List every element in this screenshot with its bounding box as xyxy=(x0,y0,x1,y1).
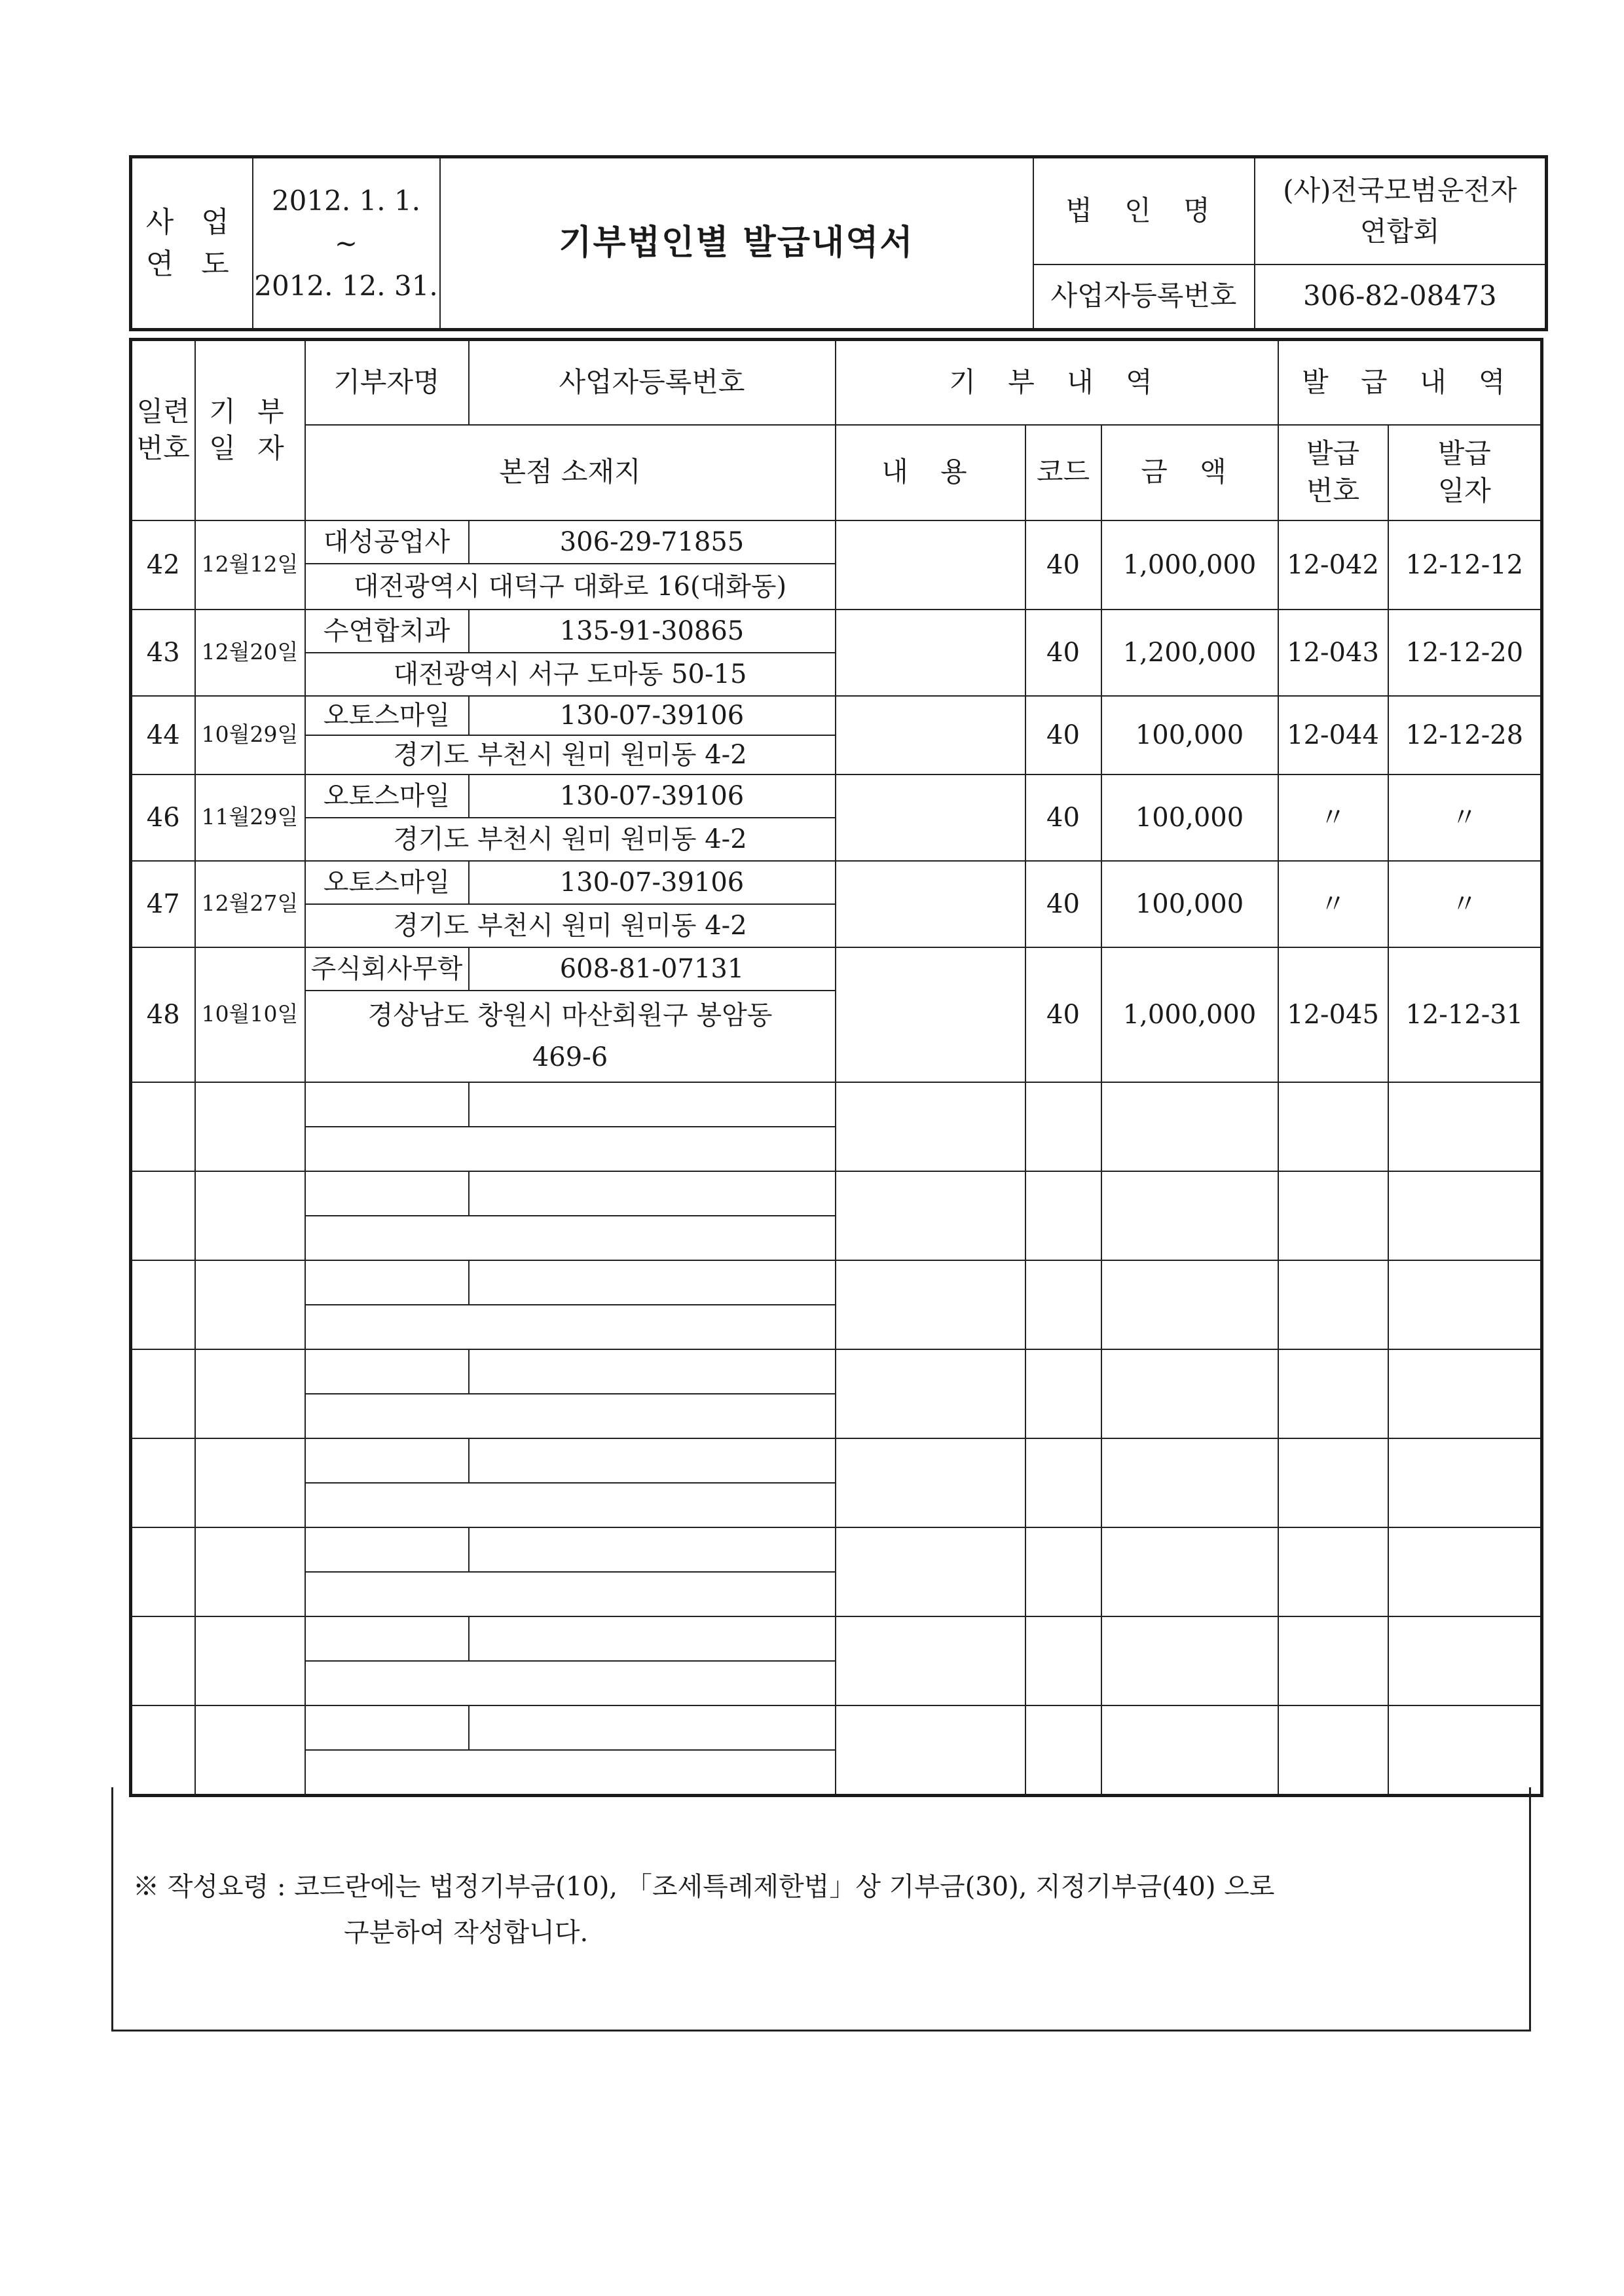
empty-reg-no-cell xyxy=(469,1260,836,1305)
donor-reg-no-cell: 608-81-07131 xyxy=(469,947,836,991)
empty-serial-cell xyxy=(131,1527,195,1616)
reg-no-label: 사업자등록번호 xyxy=(1033,264,1255,330)
empty-issue-date-cell xyxy=(1388,1705,1542,1796)
amount-cell: 1,000,000 xyxy=(1101,520,1278,610)
corp-name-line-2: 연합회 xyxy=(1359,215,1440,248)
document-title: 기부법인별 발급내역서 xyxy=(440,157,1033,330)
table-row xyxy=(131,947,1542,991)
donor-name-cell: 오토스마일 xyxy=(305,861,469,904)
code-cell: 40 xyxy=(1025,520,1101,610)
amount-cell: 100,000 xyxy=(1101,861,1278,947)
table-row xyxy=(131,774,1542,818)
empty-amount-cell xyxy=(1101,1082,1278,1171)
table-row xyxy=(131,696,1542,735)
empty-code-cell xyxy=(1025,1438,1101,1527)
empty-code-cell xyxy=(1025,1082,1101,1171)
instructions-line-1: ※ 작성요령 : 코드란에는 법정기부금(10), 「조세특례제한법」상 기부금(30), 지정기부금(40) 으로 xyxy=(133,1872,1275,1902)
date-cell: 12월20일 xyxy=(195,610,305,696)
empty-serial-cell xyxy=(131,1260,195,1349)
serial-cell: 48 xyxy=(131,947,195,1082)
period-tilde: ~ xyxy=(334,227,358,259)
content-cell xyxy=(836,696,1025,774)
header-row-2 xyxy=(131,425,1542,520)
empty-name-cell xyxy=(305,1705,469,1750)
donor-name-cell: 주식회사무학 xyxy=(305,947,469,991)
empty-amount-cell xyxy=(1101,1527,1278,1616)
empty-reg-no-cell xyxy=(469,1705,836,1750)
donation-date-header: 기 부 일 자 xyxy=(195,340,305,520)
corp-name-line-1: (사)전국모범운전자 xyxy=(1283,174,1517,207)
donor-name-cell: 대성공업사 xyxy=(305,520,469,564)
head-office-header: 본점 소재지 xyxy=(305,425,836,520)
amount-cell: 100,000 xyxy=(1101,774,1278,861)
business-period xyxy=(253,157,440,330)
empty-code-cell xyxy=(1025,1260,1101,1349)
empty-amount-cell xyxy=(1101,1171,1278,1260)
issue-no-cell: 〃 xyxy=(1278,774,1388,861)
empty-issue-no-cell xyxy=(1278,1616,1388,1705)
date-cell: 10월10일 xyxy=(195,947,305,1082)
empty-content-cell xyxy=(836,1438,1025,1527)
table-row xyxy=(131,520,1542,564)
empty-issue-no-cell xyxy=(1278,1260,1388,1349)
amount-cell: 100,000 xyxy=(1101,696,1278,774)
content-cell xyxy=(836,947,1025,1082)
serial-cell: 44 xyxy=(131,696,195,774)
amount-cell: 1,200,000 xyxy=(1101,610,1278,696)
empty-row xyxy=(131,1171,1542,1216)
empty-date-cell xyxy=(195,1438,305,1527)
empty-name-cell xyxy=(305,1616,469,1661)
issue-date-cell: 〃 xyxy=(1388,861,1542,947)
empty-address-cell xyxy=(305,1216,836,1260)
empty-address-cell xyxy=(305,1572,836,1616)
empty-date-cell xyxy=(195,1171,305,1260)
empty-reg-no-cell xyxy=(469,1438,836,1483)
empty-amount-cell xyxy=(1101,1616,1278,1705)
donor-reg-no-cell: 130-07-39106 xyxy=(469,696,836,735)
empty-issue-date-cell xyxy=(1388,1349,1542,1438)
issue-date-cell: 12-12-20 xyxy=(1388,610,1542,696)
empty-content-cell xyxy=(836,1616,1025,1705)
date-cell: 12월27일 xyxy=(195,861,305,947)
donor-reg-no-cell: 135-91-30865 xyxy=(469,610,836,653)
address-line-2: 469-6 xyxy=(532,1042,608,1072)
empty-issue-no-cell xyxy=(1278,1527,1388,1616)
address-cell: 대전광역시 대덕구 대화로 16(대화동) xyxy=(305,564,836,610)
empty-content-cell xyxy=(836,1527,1025,1616)
code-cell: 40 xyxy=(1025,947,1101,1082)
empty-content-cell xyxy=(836,1705,1025,1796)
empty-code-cell xyxy=(1025,1171,1101,1260)
table-row xyxy=(131,861,1542,904)
issue-no-cell: 12-045 xyxy=(1278,947,1388,1082)
empty-issue-no-cell xyxy=(1278,1705,1388,1796)
serial-cell: 47 xyxy=(131,861,195,947)
empty-reg-no-cell xyxy=(469,1082,836,1127)
empty-issue-no-cell xyxy=(1278,1171,1388,1260)
empty-code-cell xyxy=(1025,1349,1101,1438)
corp-name-label: 법 인 명 xyxy=(1033,157,1255,264)
period-start: 2012. 1. 1. xyxy=(271,184,421,217)
code-cell: 40 xyxy=(1025,774,1101,861)
issue-no-cell: 12-042 xyxy=(1278,520,1388,610)
empty-row xyxy=(131,1082,1542,1127)
issue-details-header: 발 급 내 역 xyxy=(1278,340,1542,425)
empty-serial-cell xyxy=(131,1171,195,1260)
empty-address-cell xyxy=(305,1305,836,1349)
empty-content-cell xyxy=(836,1349,1025,1438)
empty-date-cell xyxy=(195,1082,305,1171)
table-row xyxy=(131,610,1542,653)
empty-issue-date-cell xyxy=(1388,1260,1542,1349)
content-header: 내 용 xyxy=(836,425,1025,520)
donor-name-header: 기부자명 xyxy=(305,340,469,425)
period-end: 2012. 12. 31. xyxy=(254,270,438,302)
issue-date-cell: 〃 xyxy=(1388,774,1542,861)
empty-amount-cell xyxy=(1101,1260,1278,1349)
issue-no-cell: 〃 xyxy=(1278,861,1388,947)
empty-issue-date-cell xyxy=(1388,1171,1542,1260)
serial-header: 일련 번호 xyxy=(131,340,195,520)
donor-reg-no-cell: 130-07-39106 xyxy=(469,774,836,818)
corp-name-value xyxy=(1255,157,1547,264)
issue-date-cell: 12-12-12 xyxy=(1388,520,1542,610)
date-cell: 11월29일 xyxy=(195,774,305,861)
address-line-1: 경상남도 창원시 마산회원구 봉암동 xyxy=(367,1000,773,1030)
empty-code-cell xyxy=(1025,1527,1101,1616)
empty-issue-date-cell xyxy=(1388,1527,1542,1616)
empty-issue-date-cell xyxy=(1388,1082,1542,1171)
empty-serial-cell xyxy=(131,1349,195,1438)
empty-date-cell xyxy=(195,1349,305,1438)
address-cell: 경기도 부천시 원미 원미동 4-2 xyxy=(305,904,836,947)
donation-table xyxy=(129,338,1543,1797)
content-cell xyxy=(836,861,1025,947)
date-cell: 12월12일 xyxy=(195,520,305,610)
code-cell: 40 xyxy=(1025,610,1101,696)
address-cell: 경기도 부천시 원미 원미동 4-2 xyxy=(305,818,836,861)
empty-serial-cell xyxy=(131,1616,195,1705)
donor-reg-no-cell: 306-29-71855 xyxy=(469,520,836,564)
address-cell: 경기도 부천시 원미 원미동 4-2 xyxy=(305,735,836,774)
reg-no-value: 306-82-08473 xyxy=(1255,264,1547,330)
empty-content-cell xyxy=(836,1260,1025,1349)
empty-serial-cell xyxy=(131,1705,195,1796)
empty-amount-cell xyxy=(1101,1438,1278,1527)
empty-row xyxy=(131,1260,1542,1305)
empty-row xyxy=(131,1705,1542,1750)
empty-serial-cell xyxy=(131,1082,195,1171)
empty-address-cell xyxy=(305,1127,836,1171)
empty-name-cell xyxy=(305,1260,469,1305)
empty-amount-cell xyxy=(1101,1705,1278,1796)
empty-row xyxy=(131,1349,1542,1394)
address-cell: 대전광역시 서구 도마동 50-15 xyxy=(305,653,836,696)
empty-date-cell xyxy=(195,1527,305,1616)
empty-date-cell xyxy=(195,1705,305,1796)
code-cell: 40 xyxy=(1025,861,1101,947)
empty-reg-no-cell xyxy=(469,1349,836,1394)
code-cell: 40 xyxy=(1025,696,1101,774)
empty-name-cell xyxy=(305,1438,469,1483)
empty-content-cell xyxy=(836,1082,1025,1171)
serial-cell: 42 xyxy=(131,520,195,610)
empty-name-cell xyxy=(305,1082,469,1127)
donor-name-cell: 수연합치과 xyxy=(305,610,469,653)
content-cell xyxy=(836,520,1025,610)
instructions-line-2: 구분하여 작성합니다. xyxy=(344,1918,589,1948)
date-cell: 10월29일 xyxy=(195,696,305,774)
issue-no-cell: 12-043 xyxy=(1278,610,1388,696)
empty-row xyxy=(131,1527,1542,1572)
donor-name-cell: 오토스마일 xyxy=(305,774,469,818)
empty-name-cell xyxy=(305,1349,469,1394)
empty-amount-cell xyxy=(1101,1349,1278,1438)
empty-row xyxy=(131,1438,1542,1483)
serial-cell: 43 xyxy=(131,610,195,696)
empty-row xyxy=(131,1616,1542,1661)
issue-no-header: 발급 번호 xyxy=(1278,425,1388,520)
donation-details-header: 기 부 내 역 xyxy=(836,340,1278,425)
empty-issue-no-cell xyxy=(1278,1349,1388,1438)
issue-no-cell: 12-044 xyxy=(1278,696,1388,774)
serial-cell: 46 xyxy=(131,774,195,861)
issue-date-cell: 12-12-31 xyxy=(1388,947,1542,1082)
address-cell xyxy=(305,991,836,1082)
code-header: 코드 xyxy=(1025,425,1101,520)
empty-date-cell xyxy=(195,1260,305,1349)
empty-reg-no-cell xyxy=(469,1527,836,1572)
content-cell xyxy=(836,774,1025,861)
empty-issue-no-cell xyxy=(1278,1082,1388,1171)
empty-reg-no-cell xyxy=(469,1616,836,1661)
empty-code-cell xyxy=(1025,1616,1101,1705)
empty-code-cell xyxy=(1025,1705,1101,1796)
empty-name-cell xyxy=(305,1171,469,1216)
amount-header: 금 액 xyxy=(1101,425,1278,520)
empty-content-cell xyxy=(836,1171,1025,1260)
instructions-box xyxy=(111,1787,1531,2032)
amount-cell: 1,000,000 xyxy=(1101,947,1278,1082)
empty-reg-no-cell xyxy=(469,1171,836,1216)
header-table xyxy=(129,155,1548,331)
content-cell xyxy=(836,610,1025,696)
empty-issue-date-cell xyxy=(1388,1616,1542,1705)
donor-reg-no-header: 사업자등록번호 xyxy=(469,340,836,425)
empty-date-cell xyxy=(195,1616,305,1705)
empty-address-cell xyxy=(305,1483,836,1527)
empty-issue-no-cell xyxy=(1278,1438,1388,1527)
issue-date-cell: 12-12-28 xyxy=(1388,696,1542,774)
donor-name-cell: 오토스마일 xyxy=(305,696,469,735)
business-year-label: 사 업 연 도 xyxy=(131,157,253,330)
donor-reg-no-cell: 130-07-39106 xyxy=(469,861,836,904)
empty-address-cell xyxy=(305,1661,836,1705)
empty-name-cell xyxy=(305,1527,469,1572)
empty-issue-date-cell xyxy=(1388,1438,1542,1527)
empty-serial-cell xyxy=(131,1438,195,1527)
header-row-1 xyxy=(131,340,1542,425)
empty-address-cell xyxy=(305,1394,836,1438)
issue-date-header: 발급 일자 xyxy=(1388,425,1542,520)
